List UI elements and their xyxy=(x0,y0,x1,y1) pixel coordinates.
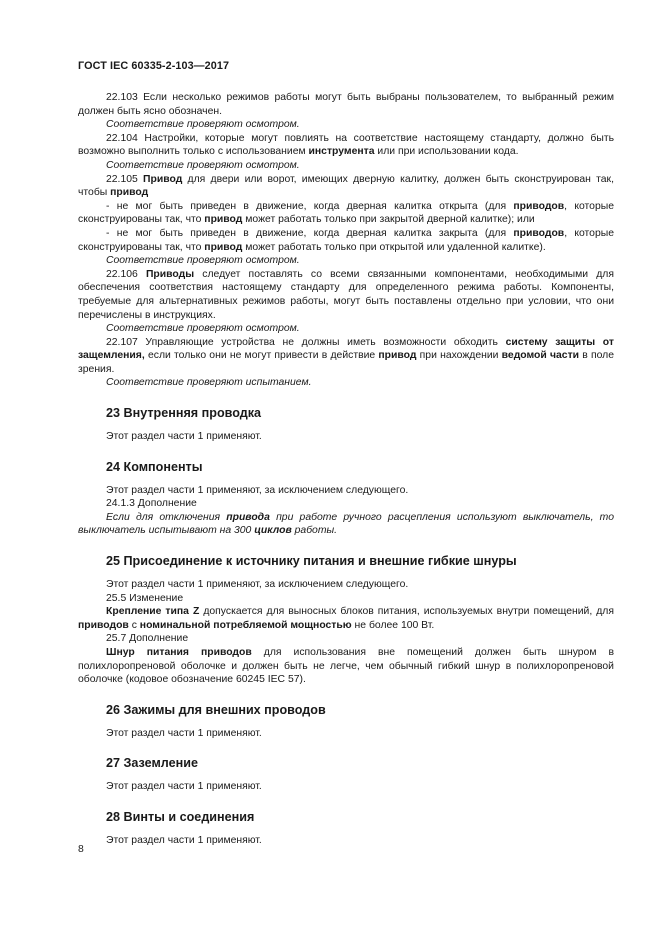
section-text: Этот раздел части 1 применяют. xyxy=(106,431,262,443)
clause-22-107: 22.107 Управляющие устройства не должны иметь возможности обходить систему защиты от защемления, если только они не могут привести в действие привод при нахождении ведомой части в поле зрения. xyxy=(78,336,614,375)
subclause-24-1-3: 24.1.3 Дополнение xyxy=(106,498,197,510)
section-text: Этот раздел части 1 применяют. xyxy=(106,834,262,846)
spacer xyxy=(78,421,614,430)
spacer xyxy=(78,718,614,727)
spacer xyxy=(78,475,614,484)
section-text: Этот раздел части 1 применяют, за исключением следующего. xyxy=(106,579,409,591)
spacer xyxy=(78,444,614,459)
section-text: Этот раздел части 1 применяют. xyxy=(106,781,262,793)
clause-22-106: 22.106 Приводы следует поставлять со всеми связанными компонентами, необходимыми для обеспечения соответствия настоящему стандарту для определенного режима работы. Компоненты, требуемые для альтернативных режимов работы, могут быть поставлены отдельно при условии, что они перечислены в инструкциях. xyxy=(78,268,614,321)
compliance-note: Соответствие проверяют осмотром. xyxy=(106,159,300,171)
document-header: ГОСТ IEC 60335-2-103—2017 xyxy=(78,60,230,72)
spacer xyxy=(78,390,614,405)
spacer xyxy=(78,687,614,702)
subclause-24-1-3-text: Если для отключения привода при работе ручного расцепления используют выключатель, то выключатель испытывают на 300 циклов работы. xyxy=(78,511,614,537)
dash-item-2: - не мог быть приведен в движение, когда дверная калитка закрыта (для приводов, которые сконструированы так, что привод может работать только при открытой или удаленной калитке). xyxy=(78,227,614,253)
spacer xyxy=(78,771,614,780)
page-content xyxy=(78,91,614,848)
compliance-note: Соответствие проверяют осмотром. xyxy=(106,323,300,335)
spacer xyxy=(78,538,614,553)
section-title-27: 27 Заземление xyxy=(106,756,198,771)
section-title-24: 24 Компоненты xyxy=(106,459,203,474)
section-title-23: 23 Внутренняя проводка xyxy=(106,406,262,421)
subclause-25-5-text: Крепление типа Z допускается для выносных блоков питания, используемых внутри помещений, для приводов с номинальной потребляемой мощностью не более 100 Вт. xyxy=(78,606,615,631)
section-title-25: 25 Присоединение к источнику питания и внешние гибкие шнуры xyxy=(106,554,517,569)
compliance-note: Соответствие проверяют осмотром. xyxy=(106,119,300,131)
clause-22-104: 22.104 Настройки, которые могут повлиять на соответствие настоящему стандарту, должно быть возможно выполнить только с использованием инструмента или при использовании кода. xyxy=(78,132,614,158)
compliance-note: Соответствие проверяют испытанием. xyxy=(106,377,312,389)
compliance-note: Соответствие проверяют осмотром. xyxy=(106,255,300,267)
section-title-28: 28 Винты и соединения xyxy=(106,809,255,824)
section-title-26: 26 Зажимы для внешних проводов xyxy=(106,702,326,717)
subclause-25-7-text: Шнур питания приводов для использования вне помещений должен быть шнуром в полихлоропреновой оболочке и должен быть не легче, чем обычный гибкий шнур в полихлоропреновой оболочке (кодовое обозначение 60245 IEC 57). xyxy=(78,647,615,686)
clause-22-105: 22.105 Привод для двери или ворот, имеющих дверную калитку, должен быть сконструирован так, чтобы привод xyxy=(78,173,614,199)
dash-item-1: - не мог быть приведен в движение, когда дверная калитка открыта (для приводов, которые сконструированы так, что привод может работать только при закрытой дверной калитке); или xyxy=(78,200,614,226)
page-number: 8 xyxy=(78,844,84,855)
subclause-25-5: 25.5 Изменение xyxy=(106,592,184,604)
subclause-25-7: 25.7 Дополнение xyxy=(106,633,189,645)
section-text: Этот раздел части 1 применяют, за исключением следующего. xyxy=(106,484,409,496)
section-text: Этот раздел части 1 применяют. xyxy=(106,727,262,739)
spacer xyxy=(78,825,614,834)
spacer xyxy=(78,740,614,755)
clause-22-103: 22.103 Если несколько режимов работы могут быть выбраны пользователем, то выбранный режим должен быть ясно обозначен. xyxy=(78,92,614,117)
spacer xyxy=(78,569,614,578)
spacer xyxy=(78,794,614,809)
